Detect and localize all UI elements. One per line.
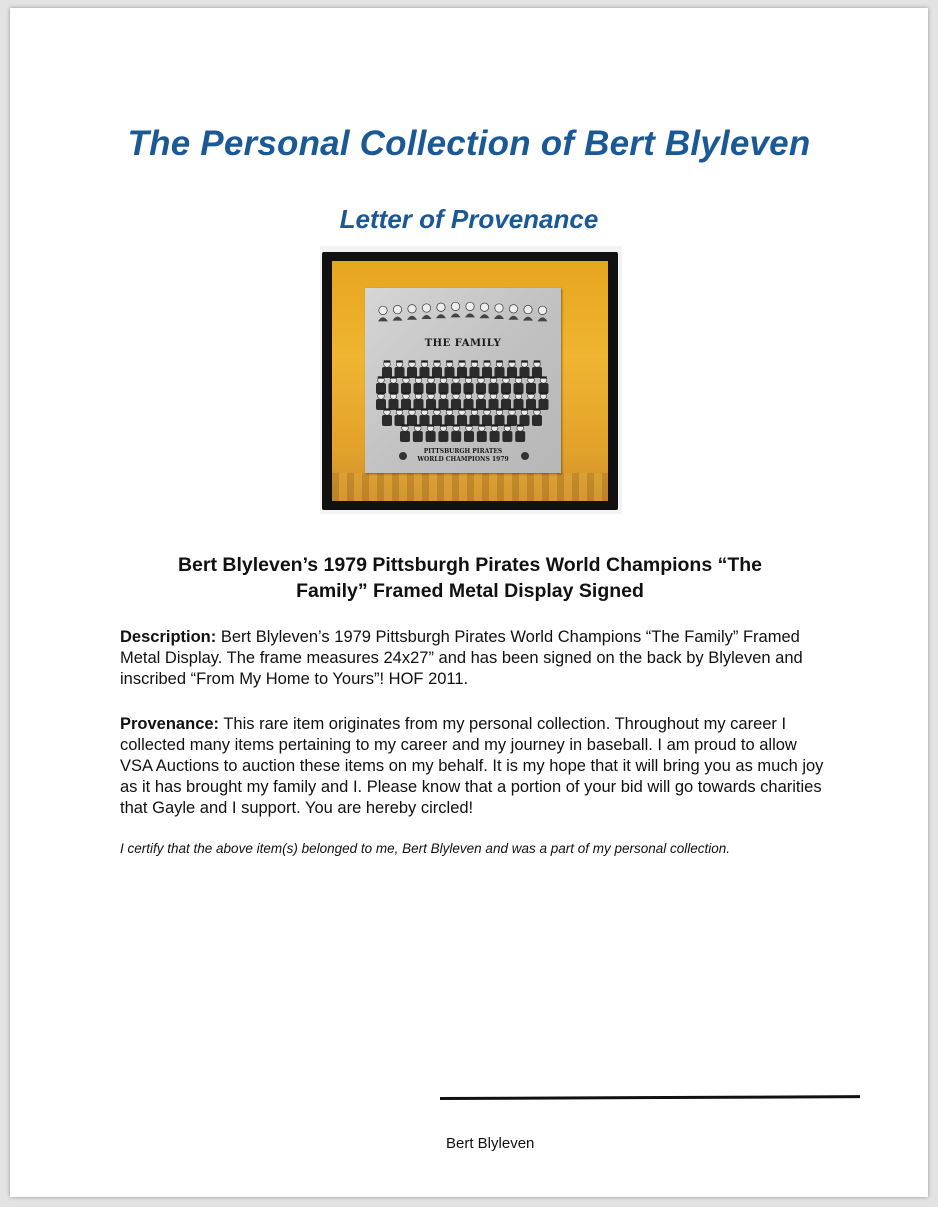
provenance-paragraph xyxy=(120,714,825,819)
plate-caption-line1: PITTSBURGH PIRATES xyxy=(423,448,503,455)
plate-caption xyxy=(365,448,561,464)
signature-name: Bert Blyleven xyxy=(446,1135,535,1152)
description-label: Description: xyxy=(120,628,217,646)
letter-page xyxy=(10,8,928,1197)
team-illustration xyxy=(365,288,561,473)
plate-title: THE FAMILY xyxy=(424,338,502,349)
item-heading: Bert Blyleven’s 1979 Pittsburgh Pirates World Champions “The Family” Framed Metal Display Signed xyxy=(177,554,763,602)
framed-display-photo xyxy=(320,246,622,514)
photo-frame xyxy=(322,252,618,510)
plate-caption-line2: WORLD CHAMPIONS 1979 xyxy=(417,456,509,463)
page-subtitle: Letter of Provenance xyxy=(339,204,599,234)
description-paragraph xyxy=(120,627,825,690)
description-text: Bert Blyleven’s 1979 Pittsburgh Pirates World Champions “The Family” Framed Metal Display. The frame measures 24x27” and has been signed on the back by Blyleven and inscribed “From My Home to Yours”! HOF 2011. xyxy=(120,628,803,688)
provenance-text: This rare item originates from my personal collection. Throughout my career I collected many items pertaining to my career and my journey in baseball. I am proud to allow VSA Auctions to auction these items on my behalf. It is my hope that it will bring you as much joy as it has brought my family and I. Please know that a portion of your bid will go towards charities that Gayle and I support. You are hereby circled! xyxy=(120,715,824,817)
metal-plate xyxy=(365,288,561,473)
provenance-label: Provenance: xyxy=(120,715,220,733)
signature-line xyxy=(440,1095,860,1100)
page-title: The Personal Collection of Bert Blyleven xyxy=(127,124,811,163)
photo-mat xyxy=(332,261,608,501)
certification-statement: I certify that the above item(s) belonged to me, Bert Blyleven and was a part of my personal collection. xyxy=(120,841,731,856)
